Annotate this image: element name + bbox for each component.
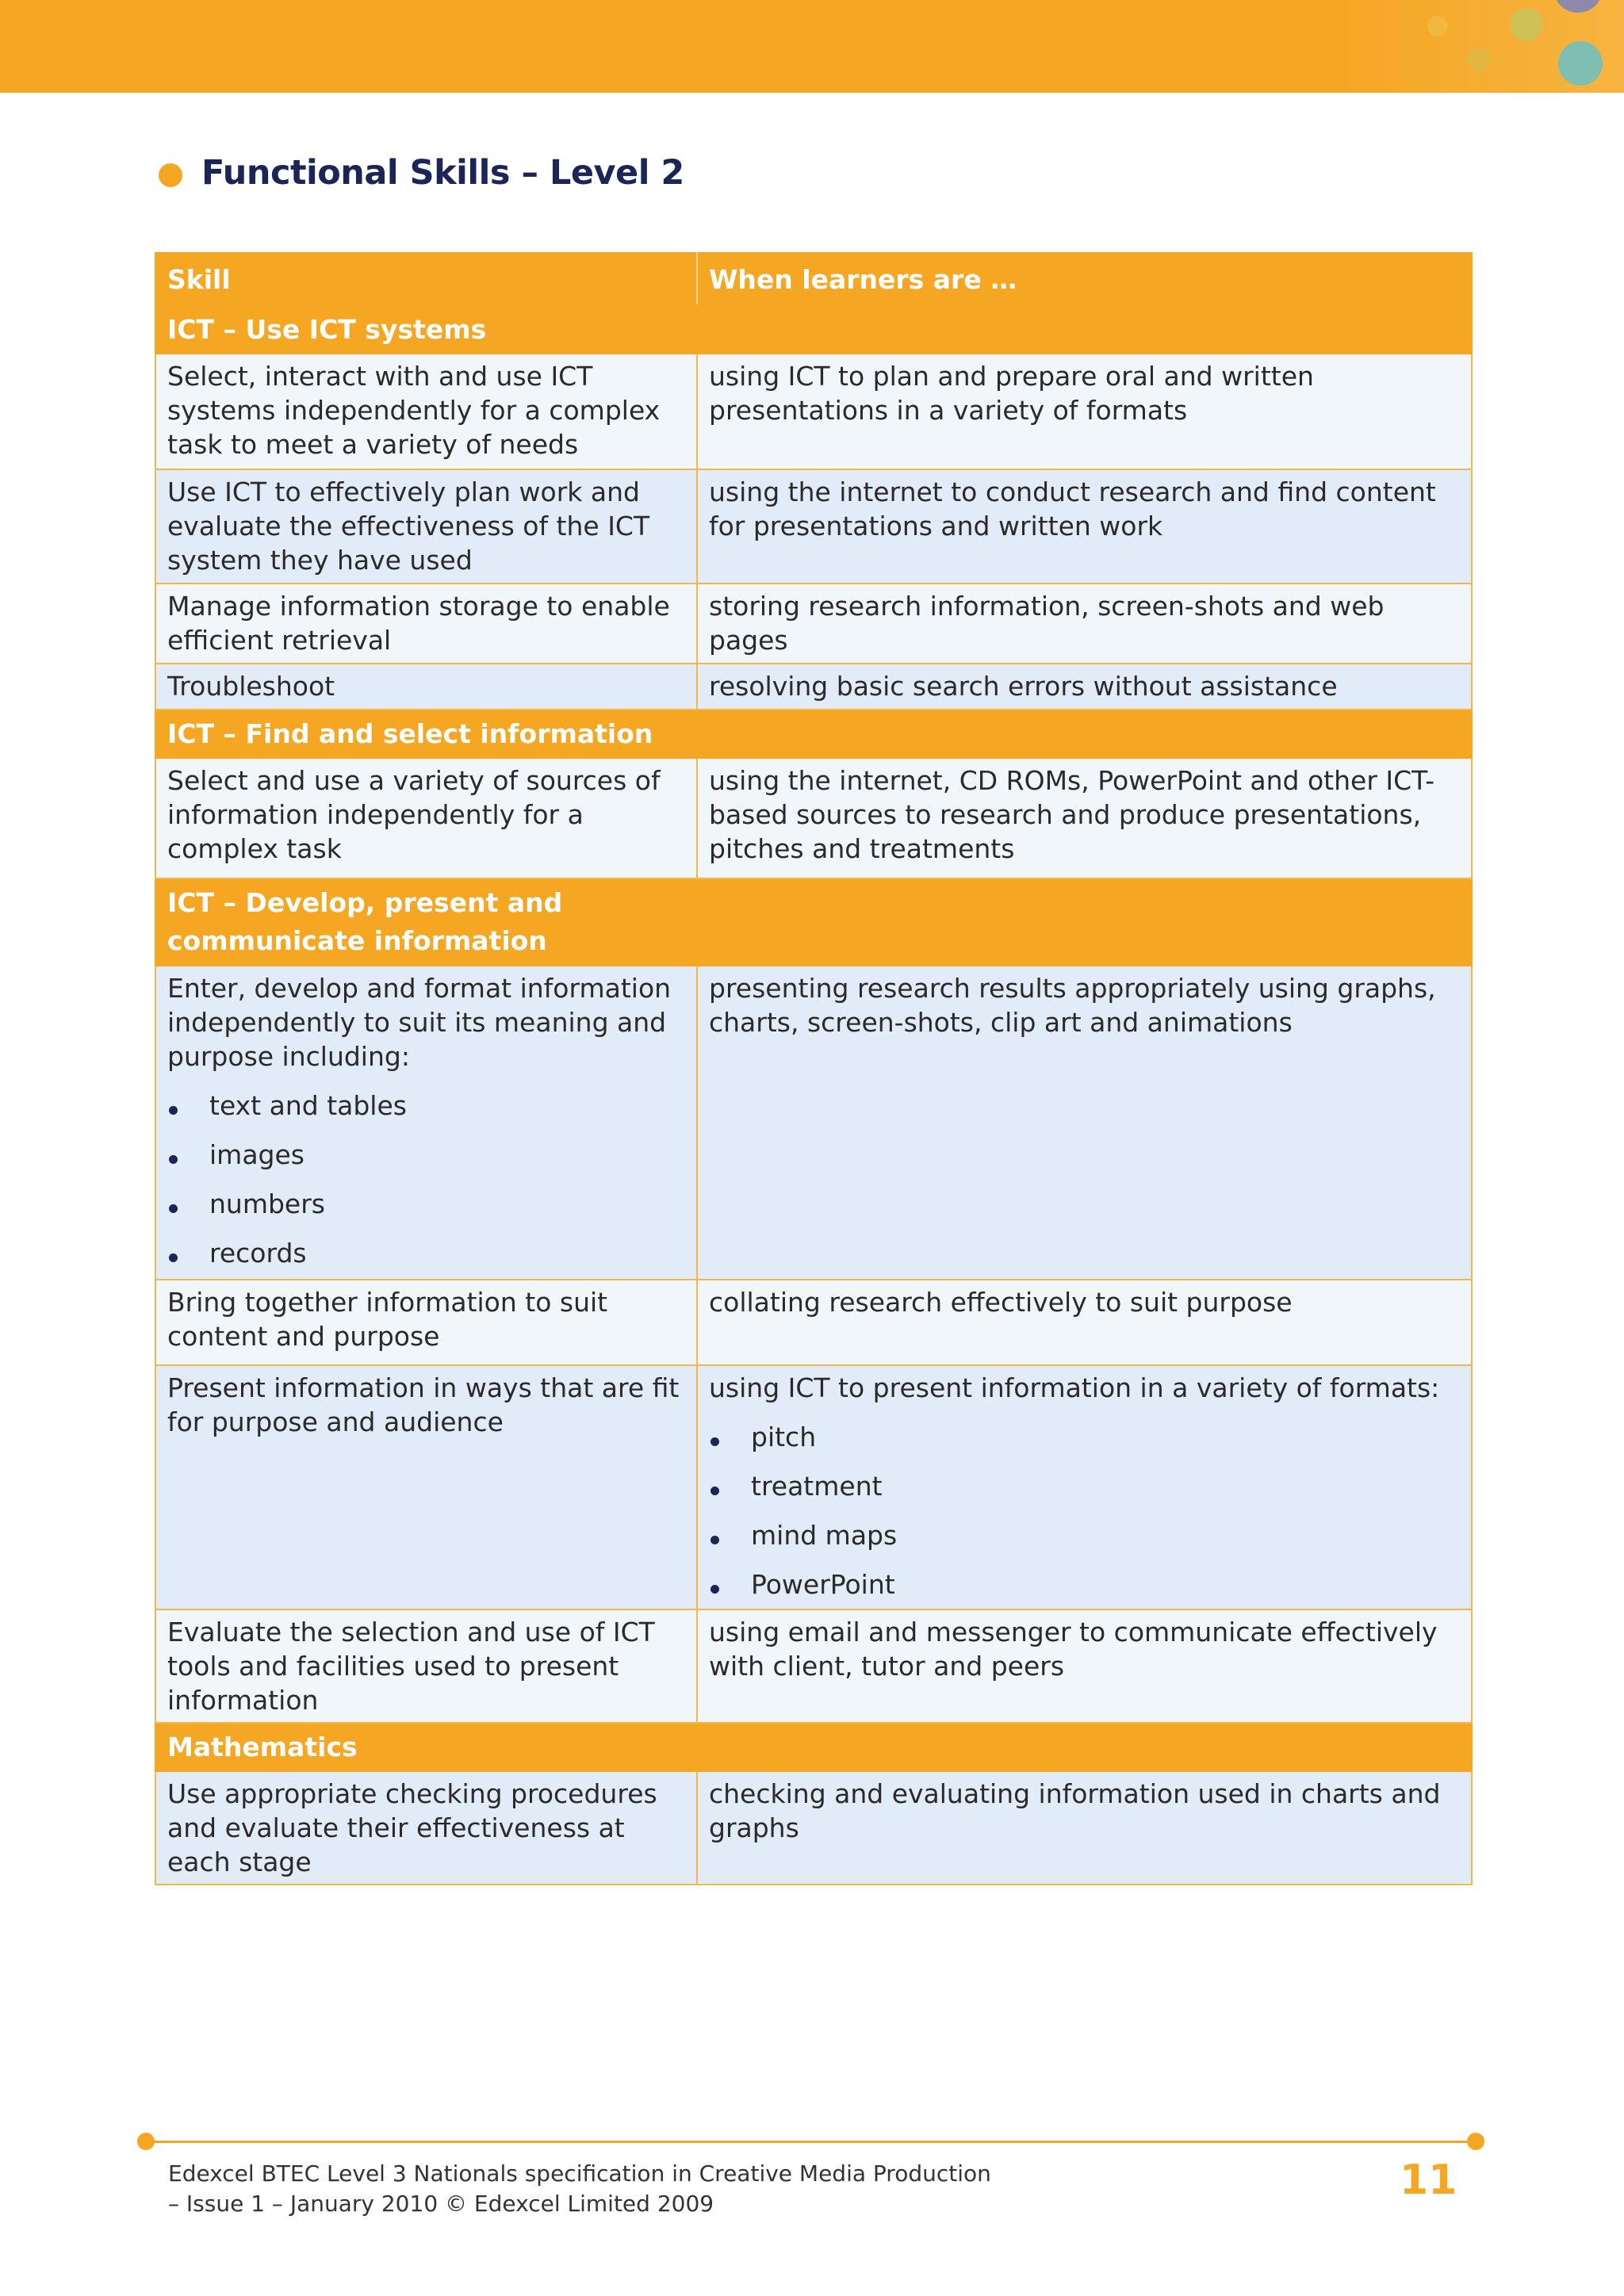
when-cell: using email and messenger to communicate effectively with client, tutor and peers xyxy=(697,1609,1472,1723)
when-cell xyxy=(697,1365,1472,1609)
when-cell: checking and evaluating information used in charts and graphs xyxy=(697,1771,1472,1885)
table-row xyxy=(155,966,1472,1280)
section-title xyxy=(155,878,1472,966)
decorative-circle xyxy=(1467,48,1491,71)
footer-line-1: Edexcel BTEC Level 3 Nationals specification in Creative Media Production xyxy=(168,2160,991,2187)
when-cell: storing research information, screen-shots and web pages xyxy=(697,584,1472,664)
column-header-skill: Skill xyxy=(155,253,697,305)
decorative-circle xyxy=(1427,16,1448,36)
section-row xyxy=(155,305,1472,354)
decorative-circle xyxy=(1558,41,1603,86)
section-title: ICT – Use ICT systems xyxy=(155,305,1472,354)
when-cell: using the internet, CD ROMs, PowerPoint and other ICT-based sources to research and produce presentations, pitches and treatments xyxy=(697,758,1472,878)
skill-bullet-list xyxy=(167,1089,685,1270)
list-item: pitch xyxy=(709,1420,1460,1454)
skill-cell xyxy=(155,966,697,1280)
when-cell: collating research effectively to suit purpose xyxy=(697,1280,1472,1365)
skill-cell: Present information in ways that are fit for purpose and audience xyxy=(155,1365,697,1609)
footer-divider xyxy=(145,2141,1476,2143)
table-row xyxy=(155,758,1472,878)
functional-skills-table xyxy=(155,252,1473,1885)
footer-line-2: – Issue 1 – January 2010 © Edexcel Limited 2009 xyxy=(168,2191,714,2217)
list-item: images xyxy=(167,1138,685,1172)
when-cell: using the internet to conduct research and find content for presentations and written work xyxy=(697,469,1472,584)
page-title: Functional Skills – Level 2 xyxy=(201,153,684,193)
skill-cell: Select, interact with and use ICT systems independently for a complex task to meet a variety of needs xyxy=(155,354,697,469)
section-title-line: communicate information xyxy=(167,925,547,956)
skill-text: Enter, develop and format information independently to suit its meaning and purpose including: xyxy=(167,973,672,1072)
section-title: Mathematics xyxy=(155,1723,1472,1771)
page-number: 11 xyxy=(1400,2156,1457,2204)
footer-dot-icon xyxy=(1467,2133,1484,2150)
section-row xyxy=(155,1723,1472,1771)
list-item: text and tables xyxy=(167,1089,685,1123)
when-cell: resolving basic search errors without assistance xyxy=(697,664,1472,710)
when-cell: presenting research results appropriately using graphs, charts, screen-shots, clip art and animations xyxy=(697,966,1472,1280)
skill-cell: Use appropriate checking procedures and evaluate their effectiveness at each stage xyxy=(155,1771,697,1885)
list-item: mind maps xyxy=(709,1518,1460,1552)
table-row xyxy=(155,1365,1472,1609)
skill-cell: Evaluate the selection and use of ICT tools and facilities used to present information xyxy=(155,1609,697,1723)
when-bullet-list xyxy=(709,1420,1460,1601)
header-band xyxy=(0,0,1624,93)
skill-cell: Troubleshoot xyxy=(155,664,697,710)
skill-cell: Use ICT to effectively plan work and evaluate the effectiveness of the ICT system they have used xyxy=(155,469,697,584)
section-title: ICT – Find and select information xyxy=(155,710,1472,758)
section-row xyxy=(155,710,1472,758)
page-heading xyxy=(159,145,684,201)
section-row xyxy=(155,878,1472,966)
table-row xyxy=(155,1609,1472,1723)
table-row xyxy=(155,664,1472,710)
list-item: numbers xyxy=(167,1187,685,1221)
skill-cell: Manage information storage to enable efficient retrieval xyxy=(155,584,697,664)
table-row xyxy=(155,1771,1472,1885)
footer-text xyxy=(168,2159,991,2219)
list-item: treatment xyxy=(709,1469,1460,1503)
table-header-row xyxy=(155,253,1472,305)
table-row xyxy=(155,584,1472,664)
table-row xyxy=(155,469,1472,584)
when-text: using ICT to present information in a variety of formats: xyxy=(709,1372,1440,1403)
footer-dot-icon xyxy=(137,2133,155,2150)
list-item: PowerPoint xyxy=(709,1567,1460,1601)
when-cell: using ICT to plan and prepare oral and written presentations in a variety of formats xyxy=(697,354,1472,469)
bullet-dot-icon xyxy=(159,163,182,187)
list-item: records xyxy=(167,1236,685,1270)
column-header-when: When learners are … xyxy=(697,253,1472,305)
table-row xyxy=(155,354,1472,469)
skill-cell: Bring together information to suit content and purpose xyxy=(155,1280,697,1365)
section-title-line: ICT – Develop, present and xyxy=(167,887,563,918)
decorative-circle xyxy=(1510,8,1543,41)
table-row xyxy=(155,1280,1472,1365)
skill-cell: Select and use a variety of sources of information independently for a complex task xyxy=(155,758,697,878)
